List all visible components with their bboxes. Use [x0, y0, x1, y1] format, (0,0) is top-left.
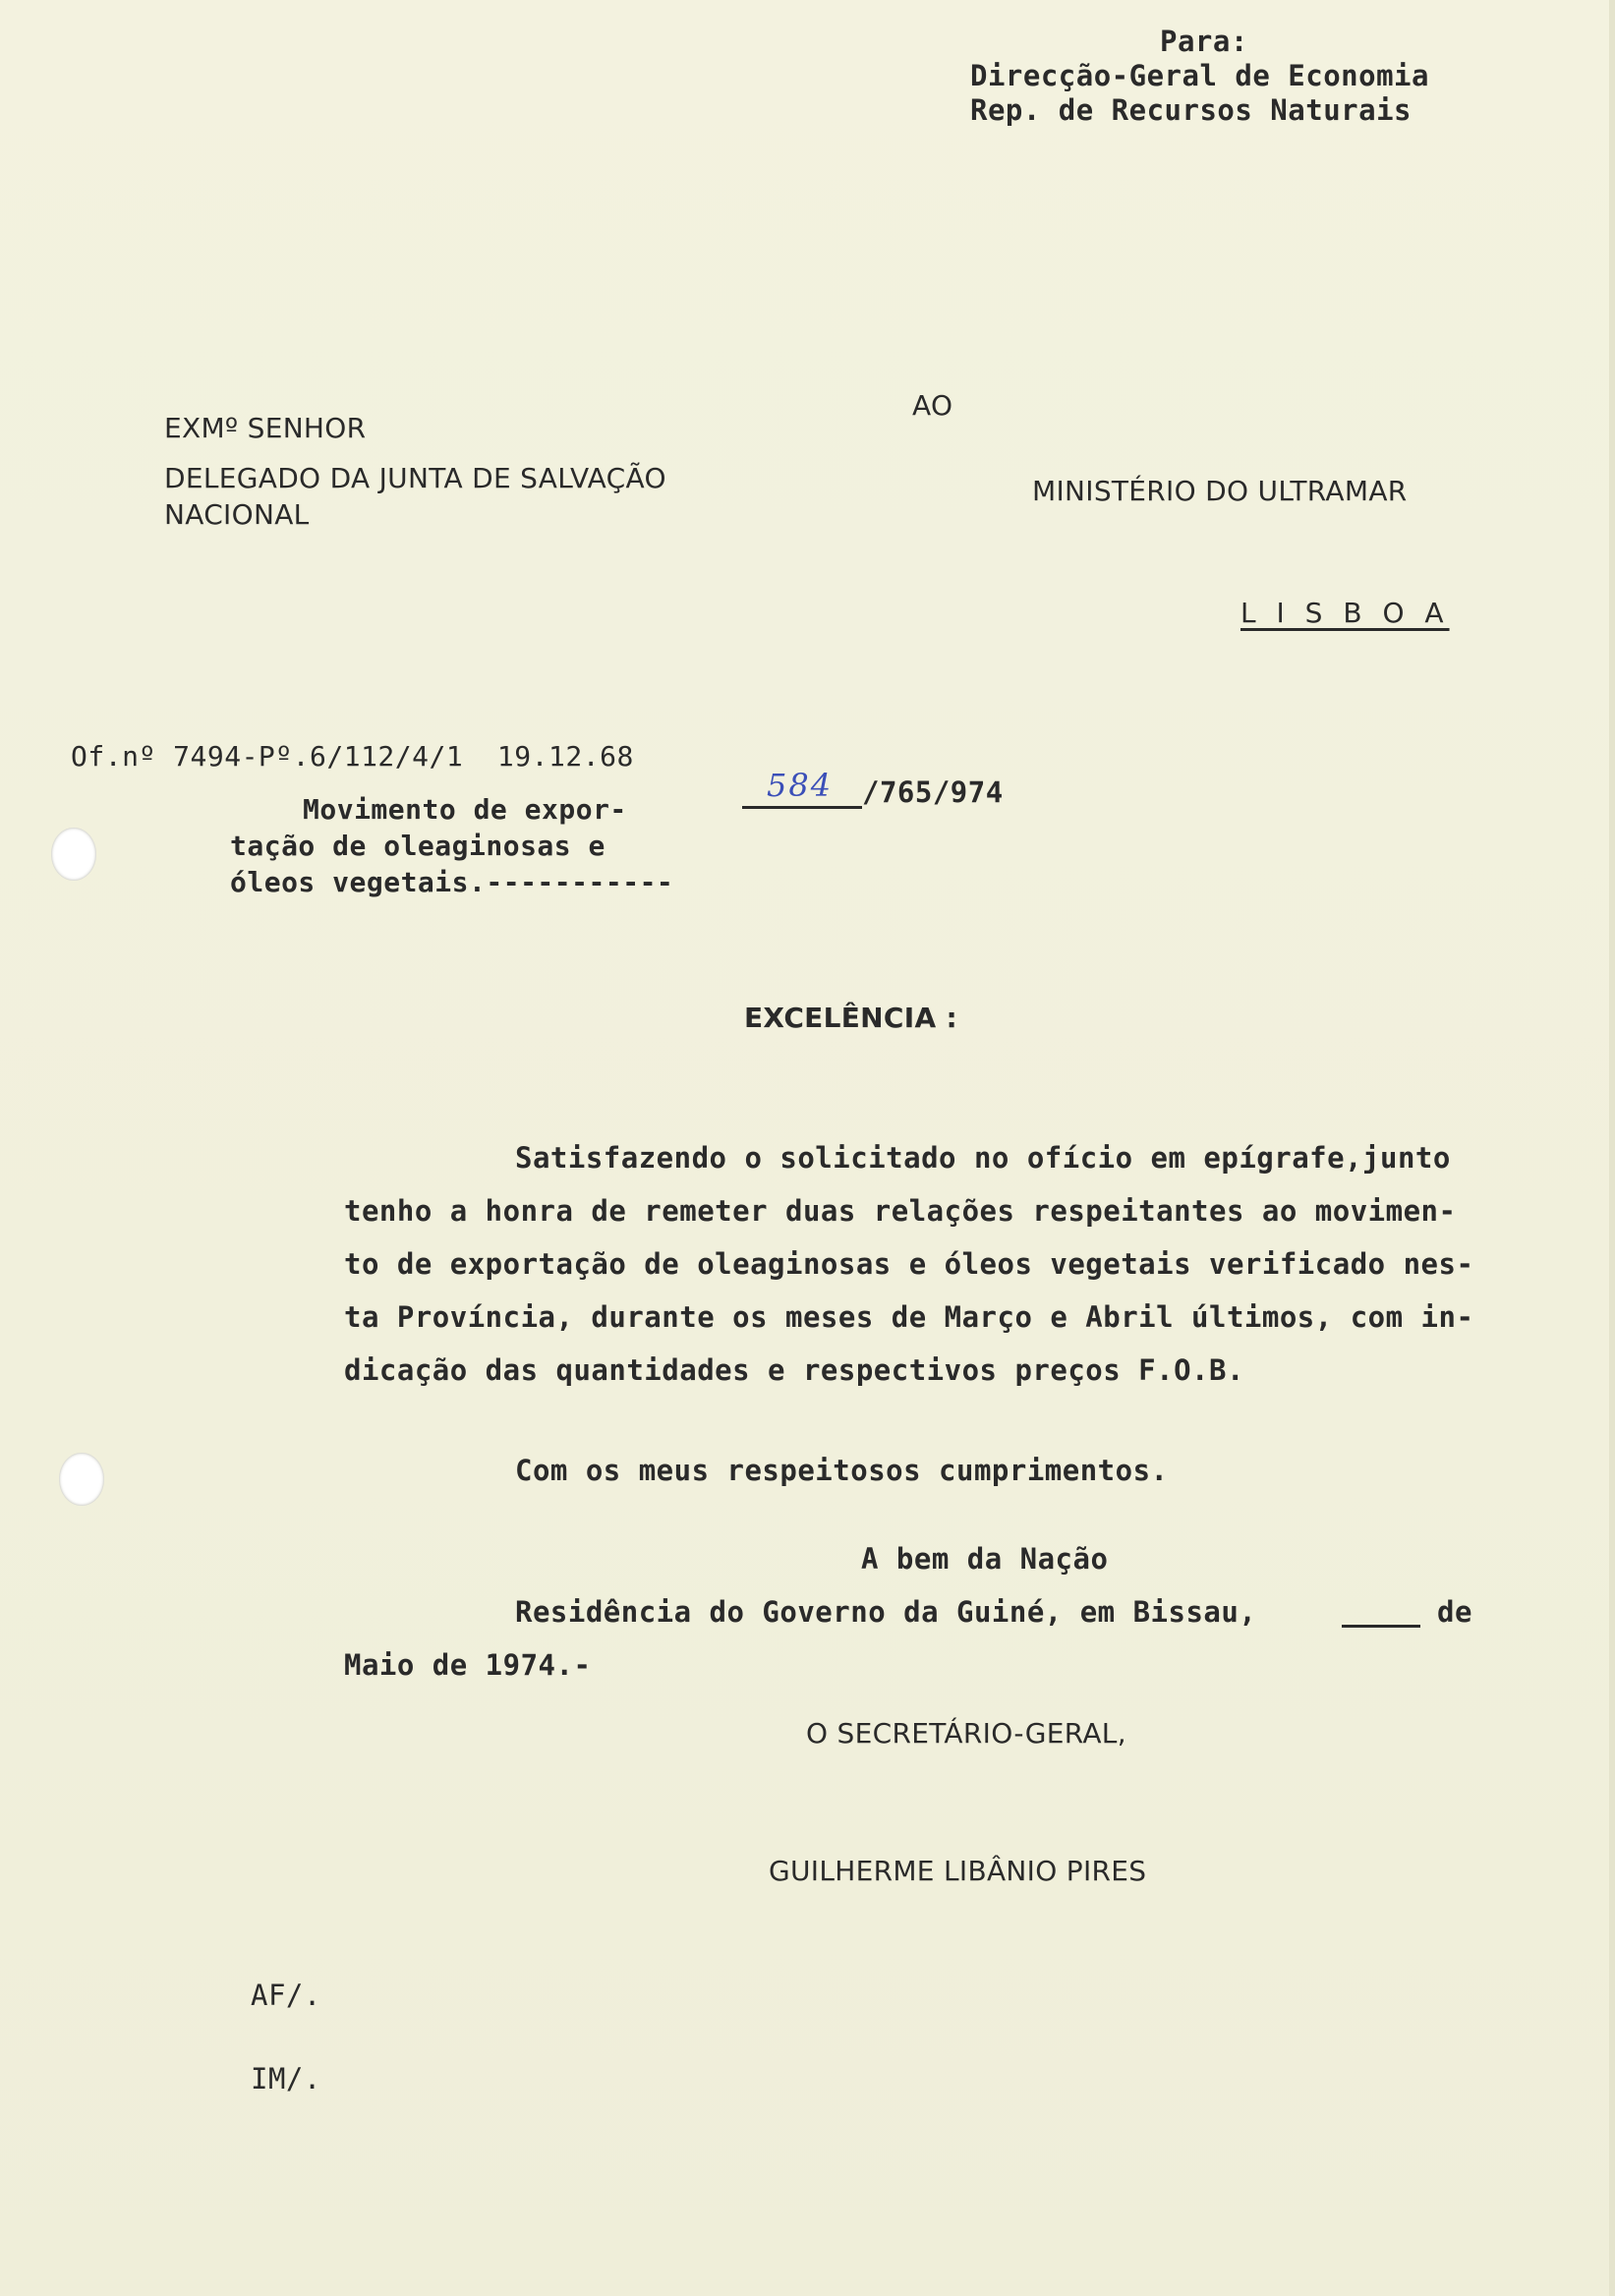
letter-motto: A bem da Nação: [861, 1542, 1109, 1576]
reference-subject-line-1: Movimento de expor-: [303, 793, 627, 826]
page-edge: [1609, 0, 1615, 2296]
addressee-ministry: MINISTÉRIO DO ULTRAMAR: [1032, 475, 1408, 507]
routing-line-1: Direcção-Geral de Economia: [970, 59, 1429, 92]
paragraph-line-1: Satisfazendo o solicitado no ofício em epígrafe,junto: [515, 1141, 1451, 1175]
reference-subject-line-2: tação de oleaginosas e: [230, 830, 606, 862]
initials-line-1: AF/.: [251, 1979, 321, 2012]
addressee-ao: AO: [912, 389, 953, 422]
letter-place-de: de: [1437, 1595, 1472, 1629]
reference-number-suffix: /765/974: [862, 775, 1004, 809]
routing-para-label: Para:: [1160, 25, 1248, 58]
initials-line-2: IM/.: [251, 2062, 321, 2095]
signatory-title: O SECRETÁRIO-GERAL,: [806, 1717, 1126, 1750]
paragraph-line-2: tenho a honra de remeter duas relações respeitantes ao movimen-: [344, 1194, 1457, 1228]
reference-oficio: Of.nº 7494-Pº.6/112/4/1 19.12.68: [71, 740, 634, 773]
paragraph-line-4: ta Província, durante os meses de Março e Abril últimos, com in-: [344, 1300, 1474, 1334]
letter-place-line: Residência do Governo da Guiné, em Bissau,: [515, 1595, 1257, 1629]
paragraph-line-3: to de exportação de oleaginosas e óleos vegetais verificado nes-: [344, 1247, 1474, 1281]
reference-subject-line-3: óleos vegetais.-----------: [230, 866, 674, 898]
handwritten-reference-number: 584: [767, 767, 834, 804]
punch-hole-bottom: [59, 1453, 104, 1506]
letter-greeting: EXCELÊNCIA :: [744, 1002, 957, 1034]
addressee-line-2: NACIONAL: [164, 498, 310, 531]
addressee-line-1: DELEGADO DA JUNTA DE SALVAÇÃO: [164, 462, 666, 494]
day-blank-line: [1342, 1625, 1420, 1628]
letter-date-line: Maio de 1974.-: [344, 1648, 592, 1682]
punch-hole-top: [51, 828, 96, 881]
routing-line-2: Rep. de Recursos Naturais: [970, 93, 1412, 127]
signatory-name: GUILHERME LIBÂNIO PIRES: [769, 1855, 1147, 1887]
addressee-city: L I S B O A: [1240, 597, 1450, 629]
reference-number-underline: [742, 806, 862, 809]
letter-closing: Com os meus respeitosos cumprimentos.: [515, 1454, 1169, 1487]
addressee-salutation: EXMº SENHOR: [164, 412, 367, 444]
paragraph-line-5: dicação das quantidades e respectivos preços F.O.B.: [344, 1353, 1244, 1387]
